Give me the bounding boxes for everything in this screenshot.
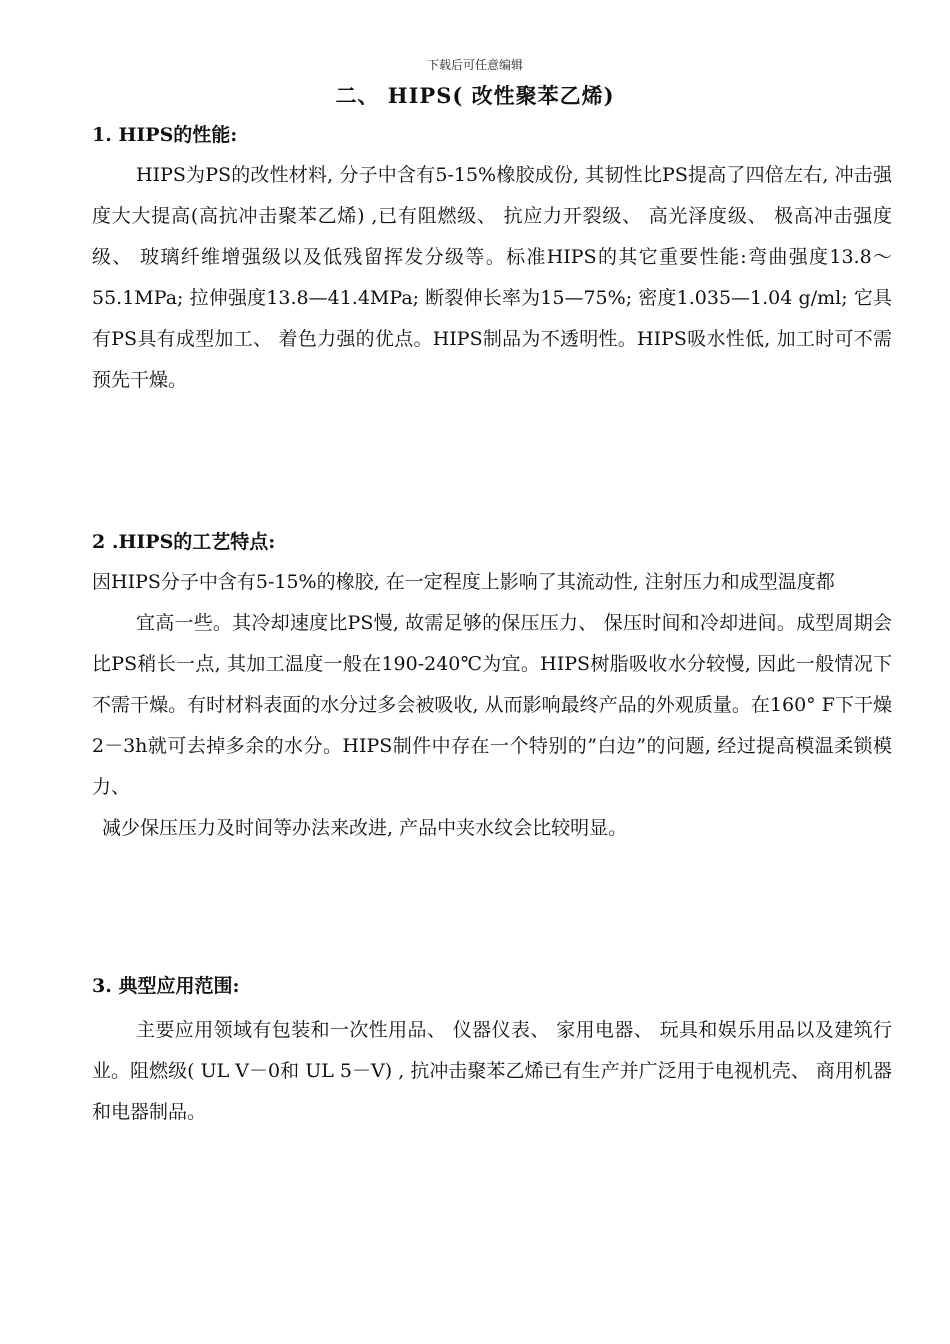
document-title: 二、 HIPS( 改性聚苯乙烯) <box>335 83 615 108</box>
section-applications <box>92 973 892 1133</box>
paragraph-applications: 主要应用领域有包装和一次性用品、 仪器仪表、 家用电器、 玩具和娱乐用品以及建筑行业。阻燃级( UL V－0和 UL 5－V) , 抗冲击聚苯乙烯已有生产并广泛用于电视机壳、 商用机器和电器制品。 <box>92 1019 892 1123</box>
section-process <box>92 529 892 849</box>
paragraph-properties: HIPS为PS的改性材料, 分子中含有5-15%橡胶成份, 其韧性比PS提高了四倍左右, 冲击强度大大提高(高抗冲击聚苯乙烯) ,已有阻燃级、 抗应力开裂级、 高光泽度级、 极高冲击强度级、 玻璃纤维增强级以及低残留挥发分级等。标准HIPS的其它重要性能:弯曲强度13.8～55.1MPa; 拉伸强度13.8—41.4MPa; 断裂伸长率为15—75%; 密度1.035—1.04 g/ml; 它具有PS具有成型加工、 着色力强的优点。HIPS制品为不透明性。HIPS吸水性低, 加工时可不需预先干燥。 <box>92 164 892 391</box>
section-properties <box>92 122 892 401</box>
paragraph-process-end: 减少保压压力及时间等办法来改进, 产品中夹水纹会比较明显。 <box>102 817 628 839</box>
header-note: 下载后可任意编辑 <box>426 58 523 72</box>
section-heading-process: 2 .HIPS的工艺特点: <box>92 531 276 553</box>
paragraph-process-intro: 因HIPS分子中含有5-15%的橡胶, 在一定程度上影响了其流动性, 注射压力和成型温度都 <box>92 571 835 593</box>
paragraph-process-body: 宜高一些。其冷却速度比PS慢, 故需足够的保压压力、 保压时间和冷却进间。成型周期会比PS稍长一点, 其加工温度一般在190-240℃为宜。HIPS树脂吸收水分较慢, 因此一般情况下不需干燥。有时材料表面的水分过多会被吸收, 从而影响最终产品的外观质量。在160° F下干燥2－3h就可去掉多余的水分。HIPS制件中存在一个特别的”白边”的问题, 经过提高模温柔锁模力、 <box>92 612 892 798</box>
section-heading-applications: 3. 典型应用范围: <box>92 975 240 997</box>
section-heading-properties: 1. HIPS的性能: <box>92 124 238 146</box>
